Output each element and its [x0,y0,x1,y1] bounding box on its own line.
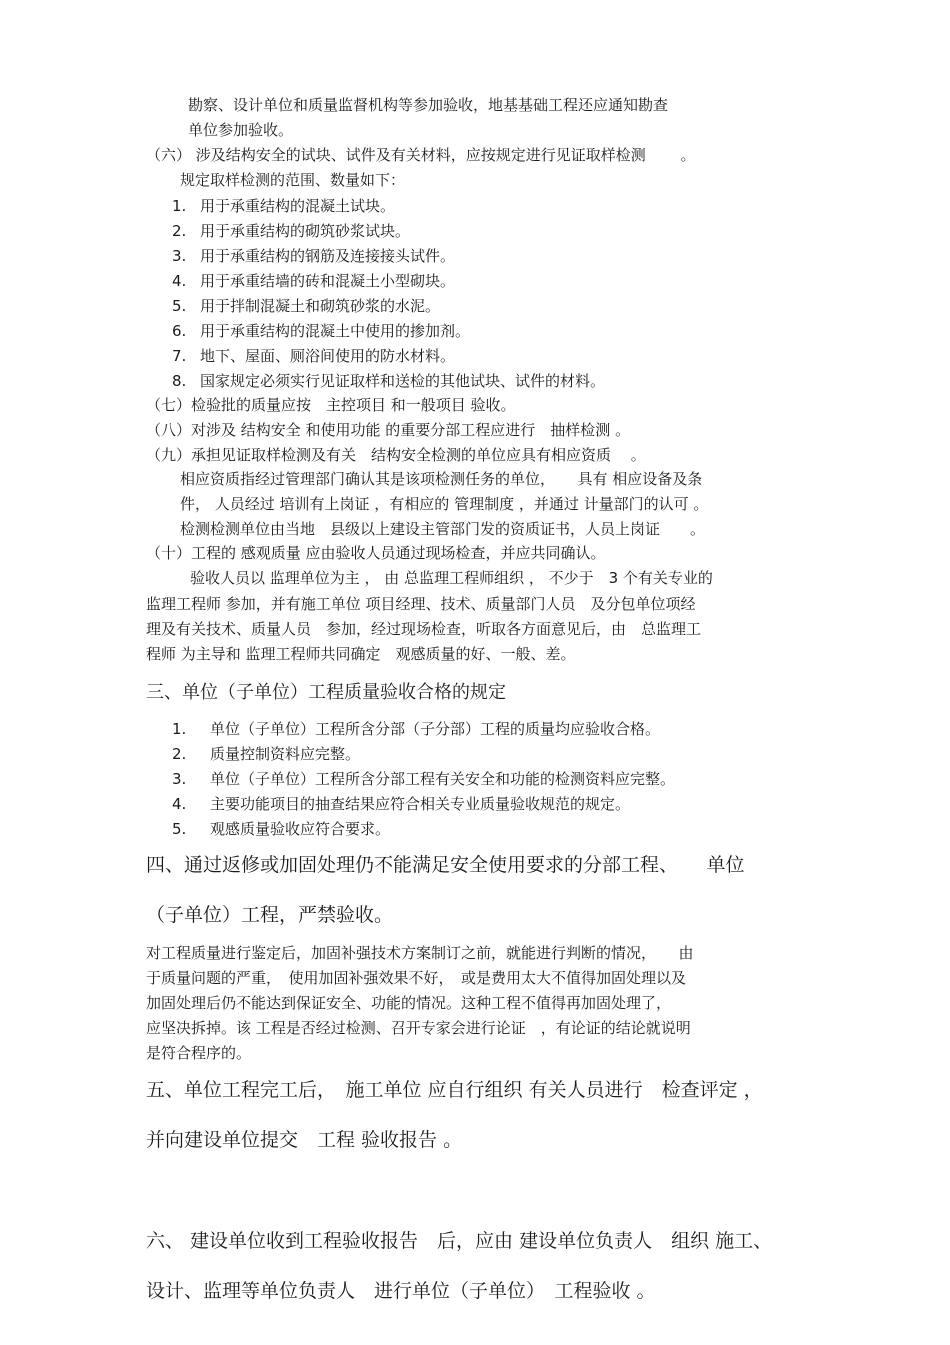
item-10-para-line: 监理工程师 参加，并有施工单位 项目经理、技术、质量部门人员 及分包单位项经 [146,595,696,613]
list-item-text: 主要功能项目的抽查结果应符合相关专业质量验收规范的规定。 [210,795,631,813]
list-number: 7. [172,347,187,365]
section-4-title-line-1: 四、通过返修或加固处理仍不能满足安全使用要求的分部工程、 单位 [146,854,745,876]
list-item [172,794,630,814]
list-item-text: 用于承重结墙的砖和混凝土小型砌块。 [200,272,456,290]
item-8-heading: （八）对涉及 结构安全 和使用功能 的重要分部工程应进行 抽样检测 。 [146,421,631,439]
list-item-text: 国家规定必须实行见证取样和送检的其他试块、试件的材料。 [200,372,606,390]
list-item [172,819,390,839]
list-item [172,321,470,341]
item-9-para-line: 件， 人员经过 培训有上岗证 ，有相应的 管理制度 ，并通过 计量部门的认可 。 [180,495,709,513]
item-9-para-line: 相应资质指经过管理部门确认其是该项检测任务的单位， 具有 相应设备及条 [180,470,703,488]
list-number: 1. [172,197,187,215]
section-6-title-line-1: 六、 建设单位收到工程验收报告 后，应由 建设单位负责人 组织 施工、 [146,1230,773,1252]
list-item [172,744,360,764]
item-6-heading: （六） 涉及结构安全的试块、试件及有关材料，应按规定进行见证取样检测 。 [146,146,696,164]
list-number: 8. [172,372,187,390]
list-item-text: 用于拌制混凝土和砌筑砂浆的水泥。 [200,297,441,315]
item-9-heading: （九）承担见证取样检测及有关 结构安全检测的单位应具有相应资质 。 [146,446,646,464]
list-item-text: 用于承重结构的混凝土试块。 [200,197,396,215]
section-6-title-line-2: 设计、监理等单位负责人 进行单位（子单位） 工程验收 。 [146,1280,656,1302]
list-item-text: 用于承重结构的钢筋及连接接头试件。 [200,247,456,265]
list-item-text: 单位（子单位）工程所含分部（子分部）工程的质量均应验收合格。 [210,720,661,738]
list-number: 6. [172,322,187,340]
list-item [172,296,440,316]
list-item-text: 质量控制资料应完整。 [210,745,361,763]
section-3-title: 三、单位（子单位）工程质量验收合格的规定 [146,682,506,703]
section-4-para-line: 加固处理后仍不能达到保证安全、功能的情况。这种工程不值得再加固处理了， [146,994,672,1012]
list-item [172,196,395,216]
section-4-para-line: 应坚决拆掉。该 工程是否经过检测、召开专家会进行论证 ，有论证的结论就说明 [146,1019,691,1037]
item-10-para-line: 验收人员以 监理单位为主 ， 由 总监理工程师组织 ， 不少于 3 个有关专业的 [190,569,713,587]
list-number: 4. [172,795,187,813]
list-item [172,371,605,391]
list-item [172,221,410,241]
section-4-para-line: 于质量问题的严重， 使用加固补强效果不好， 或是费用太大不值得加固处理以及 [146,969,687,987]
list-item-text: 单位（子单位）工程所含分部工程有关安全和功能的检测资料应完整。 [210,770,676,788]
list-item-text: 用于承重结构的砌筑砂浆试块。 [200,222,411,240]
list-number: 3. [172,770,187,788]
list-number: 5. [172,820,187,838]
top-line-1: 勘察、设计单位和质量监督机构等参加验收，地基基础工程还应通知勘查 [188,96,669,114]
list-item [172,719,660,739]
list-number: 5. [172,297,187,315]
item-9-para-line: 检测检测单位由当地 县级以上建设主管部门发的资质证书，人员上岗证 。 [180,520,706,538]
item-10-para-line: 理及有关技术、质量人员 参加，经过现场检查，听取各方面意见后，由 总监理工 [146,620,702,638]
list-number: 4. [172,272,187,290]
list-number: 2. [172,745,187,763]
list-item [172,346,455,366]
item-10-heading: （十）工程的 感观质量 应由验收人员通过现场检查，并应共同确认。 [146,544,606,562]
section-4-para-line: 对工程质量进行鉴定后，加固补强技术方案制订之前，就能进行判断的情况， 由 [146,944,694,962]
list-item [172,271,455,291]
section-5-title-line-1: 五、单位工程完工后， 施工单位 应自行组织 有关人员进行 检查评定 ， [146,1079,763,1101]
list-item-text: 用于承重结构的混凝土中使用的掺加剂。 [200,322,471,340]
item-7-heading: （七）检验批的质量应按 主控项目 和一般项目 验收。 [146,396,516,414]
section-4-para-line: 是符合程序的。 [146,1044,252,1062]
list-item [172,769,675,789]
list-item-text: 地下、屋面、厕浴间使用的防水材料。 [200,347,456,365]
list-number: 3. [172,247,187,265]
item-10-para-line: 程师 为主导和 监理工程师共同确定 观感质量的好、一般、差。 [146,645,576,663]
list-item [172,246,455,266]
top-line-2: 单位参加验收。 [188,121,294,139]
section-4-title-line-2: （子单位）工程，严禁验收。 [146,904,394,926]
list-number: 2. [172,222,187,240]
section-5-title-line-2: 并向建设单位提交 工程 验收报告 。 [146,1129,463,1151]
list-item-text: 观感质量验收应符合要求。 [210,820,391,838]
list-number: 1. [172,720,187,738]
item-6-subheading: 规定取样检测的范围、数量如下： [180,171,406,189]
